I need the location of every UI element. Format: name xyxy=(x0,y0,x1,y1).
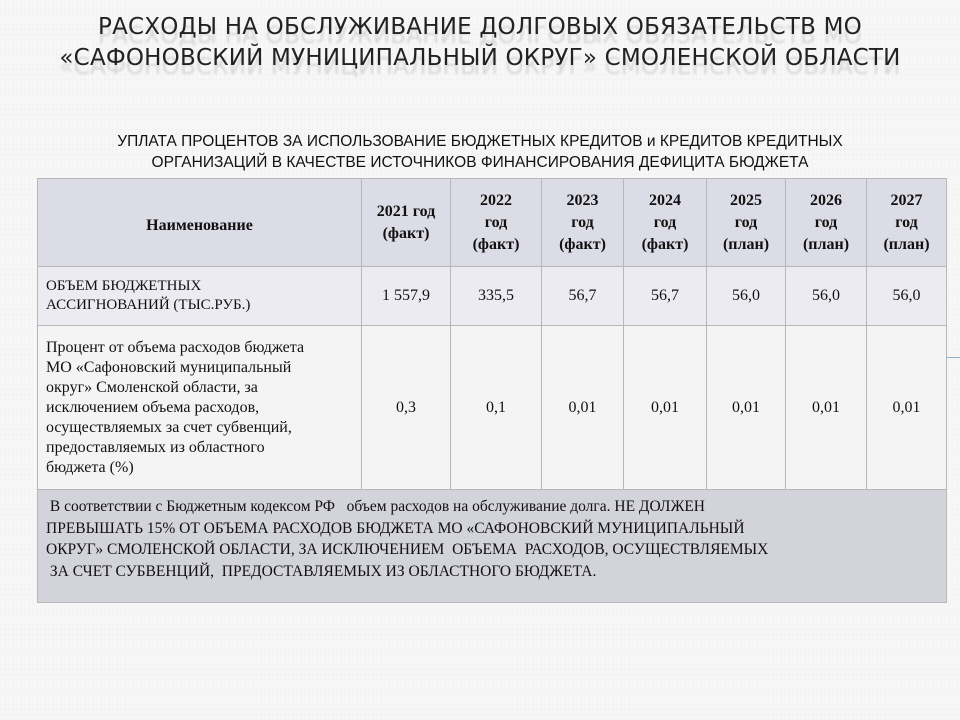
decorative-accent-line xyxy=(946,357,960,358)
column-header-year xyxy=(542,179,624,267)
column-header-text: год xyxy=(895,213,918,231)
column-header-text: год xyxy=(734,213,758,231)
legal-note-line: ЗА СЧЕТ СУБВЕНЦИЙ, ПРЕДОСТАВЛЯЕМЫХ ИЗ ОБЛАСТНОГО БЮДЖЕТА. xyxy=(46,562,597,580)
value-cell: 0,01 xyxy=(867,326,947,490)
legal-note-line: ПРЕВЫШАТЬ 15% ОТ ОБЪЕМА РАСХОДОВ БЮДЖЕТА МО «САФОНОВСКИЙ МУНИЦИПАЛЬНЫЙ xyxy=(46,519,745,537)
table-header-row xyxy=(38,179,947,267)
value-cell: 0,3 xyxy=(362,326,451,490)
row-label xyxy=(38,326,362,490)
debt-service-table xyxy=(37,178,947,603)
table-caption-line-2: ОРГАНИЗАЦИЙ В КАЧЕСТВЕ ИСТОЧНИКОВ ФИНАНСИРОВАНИЯ ДЕФИЦИТА БЮДЖЕТА xyxy=(151,154,809,171)
column-header-text: год xyxy=(814,213,838,231)
column-header-text: Наименование xyxy=(146,217,253,234)
value-cell: 0,01 xyxy=(542,326,624,490)
row-label-text: АССИГНОВАНИЙ (ТЫС.РУБ.) xyxy=(46,297,251,313)
column-header-year xyxy=(786,179,867,267)
slide-title-line-2: «САФОНОВСКИЙ МУНИЦИПАЛЬНЫЙ ОКРУГ» СМОЛЕНСКОЙ ОБЛАСТИ xyxy=(59,45,901,71)
row-label-text: ОБЪЕМ БЮДЖЕТНЫХ xyxy=(46,278,202,294)
column-header-text: (факт) xyxy=(472,235,520,253)
row-label-text: бюджета (%) xyxy=(46,458,134,476)
value-cell: 56,0 xyxy=(867,267,947,326)
column-header-text: (план) xyxy=(802,235,850,253)
column-header-text: (план) xyxy=(883,235,930,253)
value-cell: 0,01 xyxy=(707,326,786,490)
row-label-text: Процент от объема расходов бюджета xyxy=(46,338,305,356)
column-header-text: 2024 xyxy=(649,191,681,209)
column-header-year xyxy=(867,179,947,267)
legal-note-line: ОКРУГ» СМОЛЕНСКОЙ ОБЛАСТИ, ЗА ИСКЛЮЧЕНИЕМ ОБЪЕМА РАСХОДОВ, ОСУЩЕСТВЛЯЕМЫХ xyxy=(46,541,769,558)
table-note-row xyxy=(38,490,947,603)
row-label-text: МО «Сафоновский муниципальный xyxy=(46,358,292,376)
legal-note-cell xyxy=(38,490,947,603)
table-row-assignments xyxy=(38,267,947,326)
row-label xyxy=(38,267,362,326)
value-cell: 56,7 xyxy=(542,267,624,326)
column-header-text: год xyxy=(571,213,594,231)
value-cell: 56,0 xyxy=(786,267,867,326)
row-label-text: округ» Смоленской области, за xyxy=(46,378,258,396)
value-cell: 0,01 xyxy=(786,326,867,490)
slide-title-line-1: РАСХОДЫ НА ОБСЛУЖИВАНИЕ ДОЛГОВЫХ ОБЯЗАТЕЛЬСТВ МО xyxy=(98,14,862,40)
column-header-year xyxy=(624,179,707,267)
column-header-text: (факт) xyxy=(641,235,689,253)
column-header-text: 2025 xyxy=(730,191,762,209)
value-cell: 1 557,9 xyxy=(362,267,451,326)
table-row-percent xyxy=(38,326,947,490)
value-cell: 335,5 xyxy=(451,267,542,326)
column-header-text: 2021 год xyxy=(376,202,436,220)
column-header-text: 2022 xyxy=(480,191,512,209)
value-cell: 0,1 xyxy=(451,326,542,490)
slide-title xyxy=(40,12,920,74)
legal-note-line: В соответствии с Бюджетным кодексом РФ объем расходов на обслуживание долга. НЕ ДОЛЖЕН xyxy=(46,498,705,515)
column-header-text: 2027 xyxy=(890,191,923,209)
column-header-text: год xyxy=(653,213,677,231)
column-header-year xyxy=(451,179,542,267)
table-caption xyxy=(40,131,920,173)
column-header-text: (факт) xyxy=(382,224,430,242)
column-header-year xyxy=(362,179,451,267)
value-cell: 56,7 xyxy=(624,267,707,326)
column-header-text: год xyxy=(484,213,508,231)
row-label-text: предоставляемых из областного xyxy=(46,438,265,456)
row-label-text: осуществляемых за счет субвенций, xyxy=(46,418,292,436)
column-header-name xyxy=(38,179,362,267)
column-header-text: 2026 xyxy=(810,191,842,209)
value-cell: 0,01 xyxy=(624,326,707,490)
value-cell: 56,0 xyxy=(707,267,786,326)
column-header-year xyxy=(707,179,786,267)
table-caption-line-1: УПЛАТА ПРОЦЕНТОВ ЗА ИСПОЛЬЗОВАНИЕ БЮДЖЕТНЫХ КРЕДИТОВ и КРЕДИТОВ КРЕДИТНЫХ xyxy=(117,133,843,150)
row-label-text: исключением объема расходов, xyxy=(46,398,260,416)
column-header-text: (план) xyxy=(722,235,770,253)
column-header-text: 2023 xyxy=(566,191,599,209)
column-header-text: (факт) xyxy=(559,235,606,253)
